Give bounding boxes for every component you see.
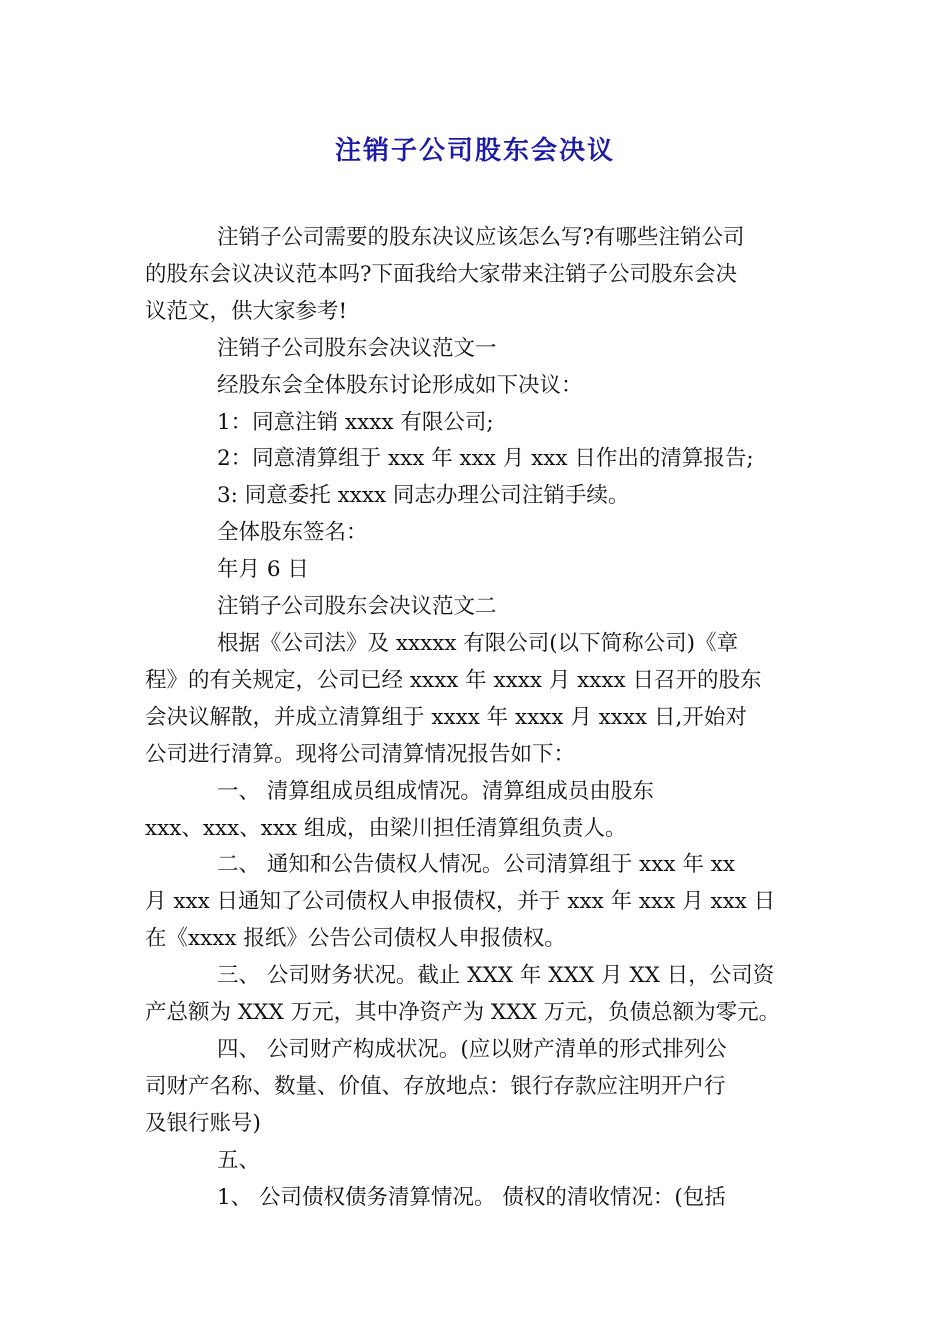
body-line: 1、 公司债权债务清算情况。 债权的清收情况：(包括	[217, 1184, 726, 1210]
body-line: 及银行账号)	[145, 1110, 261, 1136]
body-line: 一、 清算组成员组成情况。清算组成员由股东	[217, 778, 654, 804]
body-line: 3: 同意委托 xxxx 同志办理公司注销手续。	[217, 483, 630, 509]
body-line: 四、 公司财产构成状况。(应以财产清单的形式排列公	[217, 1036, 727, 1062]
body-line: 注销子公司股东会决议范文一	[217, 335, 497, 361]
body-line: 司财产名称、数量、价值、存放地点：银行存款应注明开户行	[145, 1073, 726, 1099]
body-line: 月 xxx 日通知了公司债权人申报债权，并于 xxx 年 xxx 月 xxx 日	[145, 889, 776, 915]
body-line: 三、 公司财务状况。截止 XXX 年 XXX 月 XX 日，公司资	[217, 963, 775, 989]
body-line: 全体股东签名：	[217, 520, 368, 546]
body-line: 公司进行清算。现将公司清算情况报告如下：	[145, 741, 576, 767]
body-line: 注销子公司股东会决议范文二	[217, 594, 497, 620]
body-line: 的股东会议决议范本吗?下面我给大家带来注销子公司股东会决	[145, 261, 738, 287]
body-line: xxx、xxx、xxx 组成，由梁川担任清算组负责人。	[145, 815, 627, 841]
body-line: 2：同意清算组于 xxx 年 xxx 月 xxx 日作出的清算报告;	[217, 446, 754, 472]
document-body	[145, 220, 825, 1216]
body-line: 在《xxxx 报纸》公告公司债权人申报债权。	[145, 926, 566, 952]
body-line: 1：同意注销 xxxx 有限公司;	[217, 409, 494, 435]
body-line: 程》的有关规定，公司已经 xxxx 年 xxxx 月 xxxx 日召开的股东	[145, 667, 762, 693]
body-line: 会决议解散，并成立清算组于 xxxx 年 xxxx 月 xxxx 日,开始对	[145, 704, 747, 730]
body-line: 根据《公司法》及 xxxxx 有限公司(以下简称公司)《章	[217, 630, 739, 656]
body-line: 注销子公司需要的股东决议应该怎么写?有哪些注销公司	[217, 225, 745, 250]
body-line: 二、 通知和公告债权人情况。公司清算组于 xxx 年 xx	[217, 852, 735, 878]
body-line: 产总额为 XXX 万元，其中净资产为 XXX 万元，负债总额为零元。	[145, 1000, 781, 1026]
document-title: 注销子公司股东会决议	[334, 136, 615, 166]
body-line: 年月 6 日	[217, 557, 309, 583]
body-line: 经股东会全体股东讨论形成如下决议：	[217, 372, 583, 398]
body-line: 五、	[217, 1147, 261, 1173]
body-line: 议范文，供大家参考!	[145, 298, 348, 324]
